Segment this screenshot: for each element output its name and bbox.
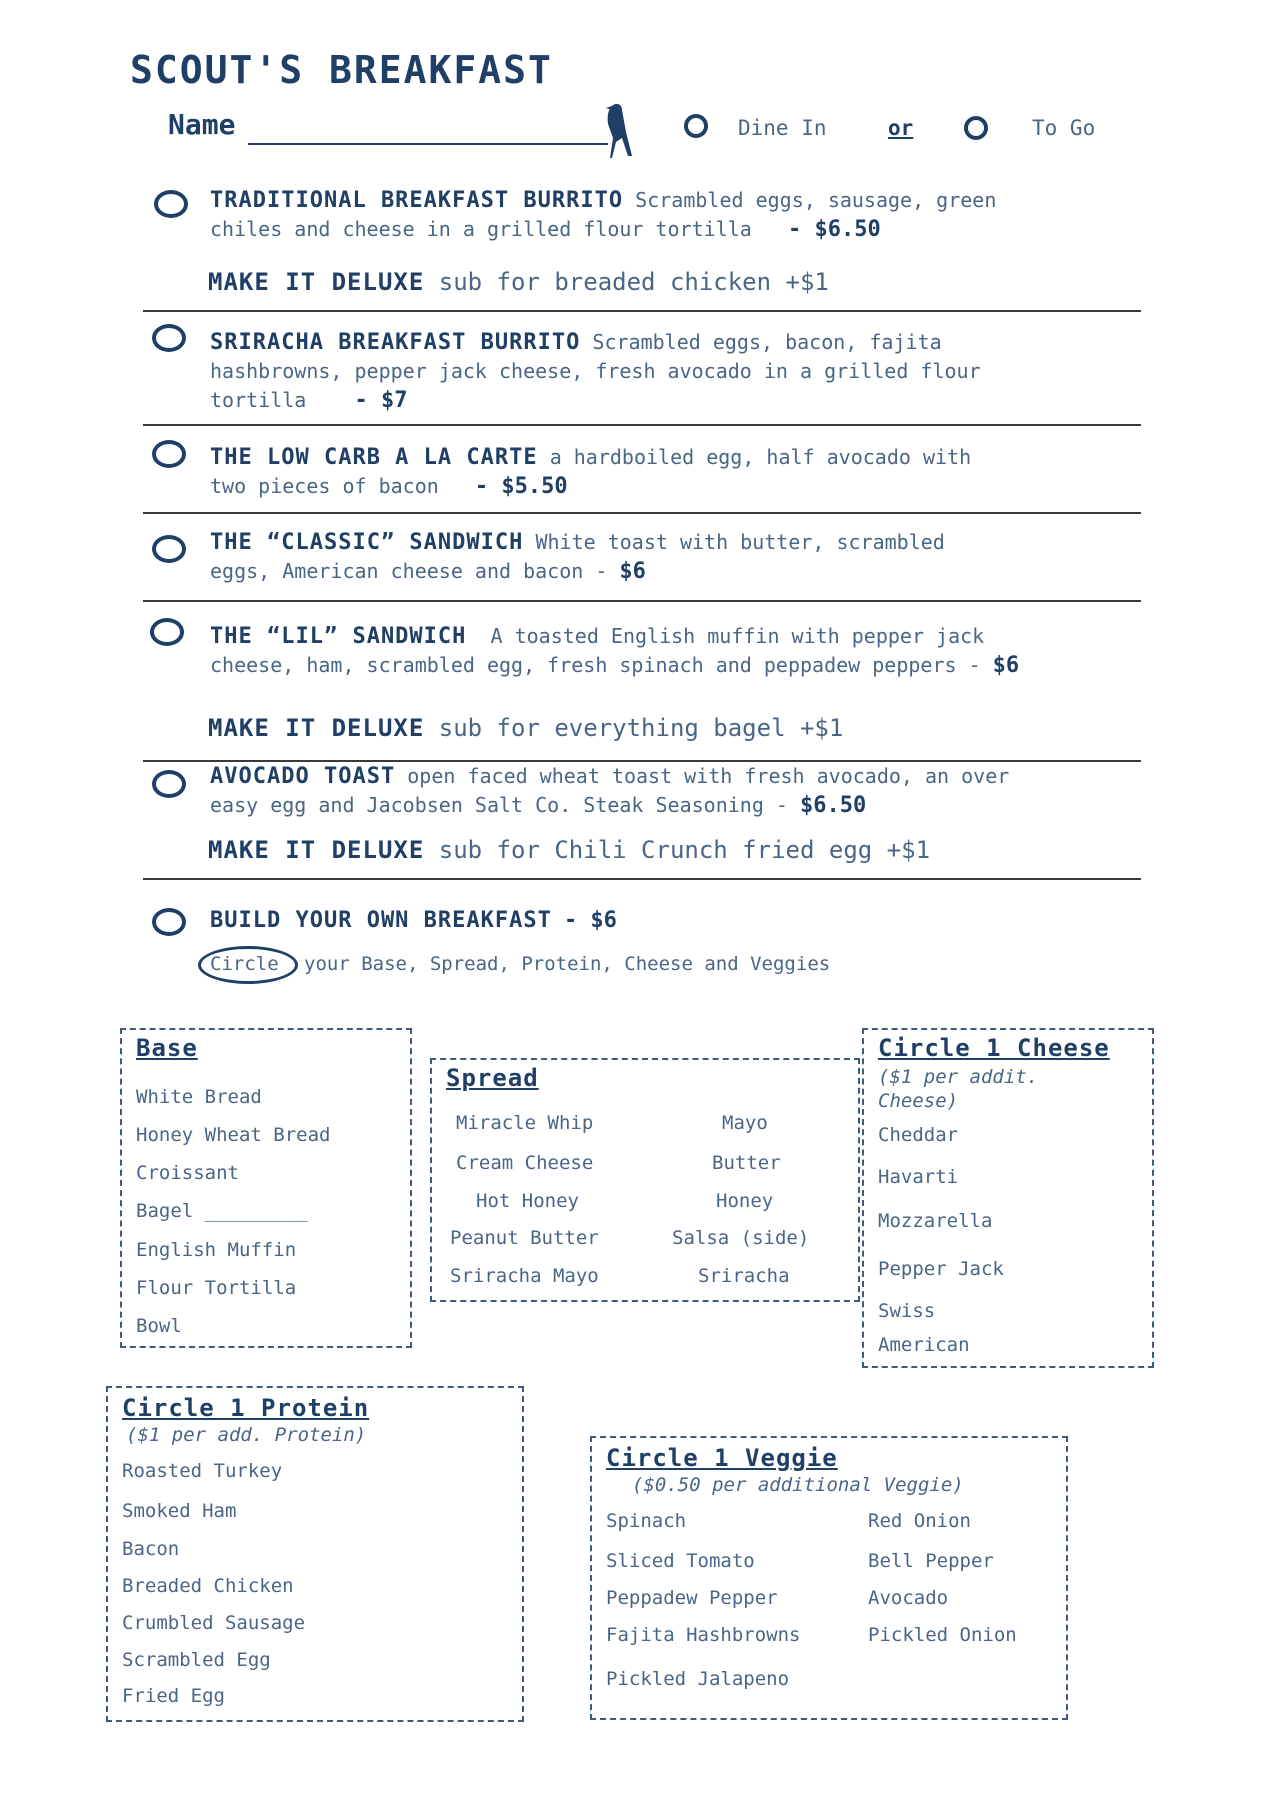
base-option[interactable]: White Bread bbox=[136, 1086, 262, 1108]
cheese-option[interactable]: Swiss bbox=[878, 1300, 936, 1322]
item-desc: Scrambled eggs, bacon, fajita bbox=[592, 330, 942, 354]
veggie-option[interactable]: Peppadew Pepper bbox=[606, 1587, 778, 1609]
or-label: or bbox=[888, 116, 914, 140]
spread-option[interactable]: Sriracha bbox=[698, 1265, 790, 1287]
item-price: $6 bbox=[619, 559, 646, 584]
veggie-option[interactable]: Red Onion bbox=[868, 1510, 971, 1532]
name-input-line[interactable] bbox=[248, 143, 608, 145]
item-radio-build-your-own[interactable] bbox=[152, 908, 186, 936]
item-price: - $6.50 bbox=[787, 217, 881, 242]
item-desc: easy egg and Jacobsen Salt Co. Steak Seasoning - bbox=[210, 793, 788, 817]
menu-item-sriracha-burrito bbox=[210, 328, 1130, 415]
divider bbox=[143, 600, 1141, 602]
cheese-box bbox=[862, 1028, 1154, 1368]
deluxe-text: sub for breaded chicken +$1 bbox=[438, 268, 829, 296]
dine-in-radio[interactable] bbox=[684, 114, 708, 138]
spread-option[interactable]: Peanut Butter bbox=[450, 1227, 599, 1249]
protein-option[interactable]: Breaded Chicken bbox=[122, 1575, 294, 1597]
item-desc: hashbrowns, pepper jack cheese, fresh avocado in a grilled flour bbox=[210, 359, 981, 383]
veggie-option[interactable]: Bell Pepper bbox=[868, 1550, 994, 1572]
item-radio-sriracha-burrito[interactable] bbox=[152, 324, 186, 352]
cheese-option[interactable]: Havarti bbox=[878, 1166, 959, 1188]
bird-logo-icon bbox=[604, 102, 634, 160]
protein-option[interactable]: Fried Egg bbox=[122, 1685, 225, 1707]
protein-note: ($1 per add. Protein) bbox=[126, 1424, 367, 1446]
protein-option[interactable]: Scrambled Egg bbox=[122, 1649, 271, 1671]
cheese-title: Circle 1 Cheese bbox=[878, 1034, 1110, 1062]
base-option[interactable]: Flour Tortilla bbox=[136, 1277, 297, 1299]
deluxe-option-2 bbox=[208, 714, 843, 742]
item-name: THE LOW CARB A LA CARTE bbox=[210, 445, 538, 470]
cheese-option[interactable]: American bbox=[878, 1334, 970, 1356]
menu-item-low-carb bbox=[210, 443, 1130, 501]
menu-title: SCOUT'S BREAKFAST bbox=[130, 48, 553, 92]
veggie-note: ($0.50 per additional Veggie) bbox=[632, 1474, 964, 1496]
base-option[interactable]: Croissant bbox=[136, 1162, 239, 1184]
to-go-label: To Go bbox=[1032, 116, 1096, 140]
item-radio-avocado-toast[interactable] bbox=[152, 770, 186, 798]
veggie-option[interactable]: Avocado bbox=[868, 1587, 949, 1609]
cheese-note: Cheese) bbox=[878, 1090, 959, 1112]
item-name: THE “CLASSIC” SANDWICH bbox=[210, 530, 524, 555]
spread-option[interactable]: Salsa (side) bbox=[672, 1227, 810, 1249]
protein-box bbox=[106, 1386, 524, 1722]
item-radio-lil-sandwich[interactable] bbox=[150, 618, 184, 646]
protein-option[interactable]: Smoked Ham bbox=[122, 1500, 237, 1522]
item-desc: Scrambled eggs, sausage, green bbox=[635, 188, 997, 212]
veggie-option[interactable]: Pickled Jalapeno bbox=[606, 1668, 790, 1690]
veggie-option[interactable]: Pickled Onion bbox=[868, 1624, 1017, 1646]
item-name: TRADITIONAL BREAKFAST BURRITO bbox=[210, 188, 624, 213]
spread-option[interactable]: Mayo bbox=[722, 1112, 768, 1134]
veggie-title: Circle 1 Veggie bbox=[606, 1444, 838, 1472]
base-option[interactable]: Bagel _________ bbox=[136, 1200, 308, 1222]
protein-option[interactable]: Roasted Turkey bbox=[122, 1460, 283, 1482]
item-desc: White toast with butter, scrambled bbox=[535, 530, 945, 554]
cheese-option[interactable]: Cheddar bbox=[878, 1124, 959, 1146]
deluxe-option-3 bbox=[208, 836, 930, 864]
item-price: - $7 bbox=[354, 388, 408, 413]
divider bbox=[143, 878, 1141, 880]
deluxe-text: sub for everything bagel +$1 bbox=[438, 714, 844, 742]
item-price: $6.50 bbox=[800, 793, 867, 818]
circle-word: Circle bbox=[210, 953, 279, 975]
item-name: THE “LIL” SANDWICH bbox=[210, 624, 467, 649]
item-name: BUILD YOUR OWN BREAKFAST bbox=[210, 908, 552, 933]
build-instruction: your Base, Spread, Protein, Cheese and Veggies bbox=[304, 953, 831, 975]
divider bbox=[143, 512, 1141, 514]
spread-option[interactable]: Cream Cheese bbox=[456, 1152, 594, 1174]
base-option[interactable]: English Muffin bbox=[136, 1239, 297, 1261]
divider bbox=[143, 310, 1141, 312]
item-name: AVOCADO TOAST bbox=[210, 764, 396, 789]
cheese-option[interactable]: Mozzarella bbox=[878, 1210, 993, 1232]
menu-item-build-your-own bbox=[210, 906, 1130, 935]
base-box bbox=[120, 1028, 412, 1348]
item-radio-low-carb[interactable] bbox=[152, 440, 186, 468]
base-option[interactable]: Bowl bbox=[136, 1315, 182, 1337]
item-price: - $6 bbox=[563, 908, 617, 933]
spread-option[interactable]: Miracle Whip bbox=[456, 1112, 594, 1134]
menu-item-lil-sandwich bbox=[210, 622, 1130, 680]
item-price: - $5.50 bbox=[474, 474, 568, 499]
item-desc: tortilla bbox=[210, 388, 307, 412]
veggie-box bbox=[590, 1436, 1068, 1720]
menu-item-traditional-burrito bbox=[210, 186, 1130, 244]
deluxe-label: MAKE IT DELUXE bbox=[208, 836, 425, 864]
veggie-option[interactable]: Fajita Hashbrowns bbox=[606, 1624, 801, 1646]
menu-item-avocado-toast bbox=[210, 762, 1130, 820]
spread-box bbox=[430, 1058, 860, 1302]
item-desc: a hardboiled egg, half avocado with bbox=[549, 445, 972, 469]
item-radio-traditional-burrito[interactable] bbox=[154, 190, 188, 218]
to-go-radio[interactable] bbox=[964, 116, 988, 140]
deluxe-option-1 bbox=[208, 268, 829, 296]
item-desc: two pieces of bacon bbox=[210, 474, 439, 498]
item-price: $6 bbox=[992, 653, 1020, 678]
spread-option[interactable]: Hot Honey bbox=[476, 1190, 579, 1212]
protein-title: Circle 1 Protein bbox=[122, 1394, 370, 1422]
menu-item-classic-sandwich bbox=[210, 528, 1130, 586]
item-desc: A toasted English muffin with pepper jack bbox=[490, 624, 985, 648]
item-desc: chiles and cheese in a grilled flour tortilla bbox=[210, 217, 752, 241]
name-label: Name bbox=[168, 108, 236, 141]
dine-in-label: Dine In bbox=[738, 116, 827, 140]
spread-option[interactable]: Sriracha Mayo bbox=[450, 1265, 599, 1287]
cheese-note: ($1 per addit. bbox=[878, 1066, 1039, 1088]
divider bbox=[143, 424, 1141, 426]
item-radio-classic-sandwich[interactable] bbox=[152, 535, 186, 563]
base-title: Base bbox=[136, 1034, 198, 1062]
deluxe-text: sub for Chili Crunch fried egg +$1 bbox=[438, 836, 931, 864]
protein-option[interactable]: Crumbled Sausage bbox=[122, 1612, 306, 1634]
item-desc: cheese, ham, scrambled egg, fresh spinach and peppadew peppers - bbox=[210, 653, 981, 677]
spread-option[interactable]: Honey bbox=[716, 1190, 774, 1212]
item-desc: open faced wheat toast with fresh avocado, an over bbox=[407, 764, 1010, 788]
deluxe-label: MAKE IT DELUXE bbox=[208, 714, 425, 742]
base-option[interactable]: Honey Wheat Bread bbox=[136, 1124, 331, 1146]
spread-option[interactable]: Butter bbox=[712, 1152, 781, 1174]
protein-option[interactable]: Bacon bbox=[122, 1538, 180, 1560]
cheese-option[interactable]: Pepper Jack bbox=[878, 1258, 1004, 1280]
veggie-option[interactable]: Sliced Tomato bbox=[606, 1550, 755, 1572]
deluxe-label: MAKE IT DELUXE bbox=[208, 268, 425, 296]
spread-title: Spread bbox=[446, 1064, 539, 1092]
item-name: SRIRACHA BREAKFAST BURRITO bbox=[210, 330, 581, 355]
item-desc: eggs, American cheese and bacon - bbox=[210, 559, 608, 583]
veggie-option[interactable]: Spinach bbox=[606, 1510, 687, 1532]
